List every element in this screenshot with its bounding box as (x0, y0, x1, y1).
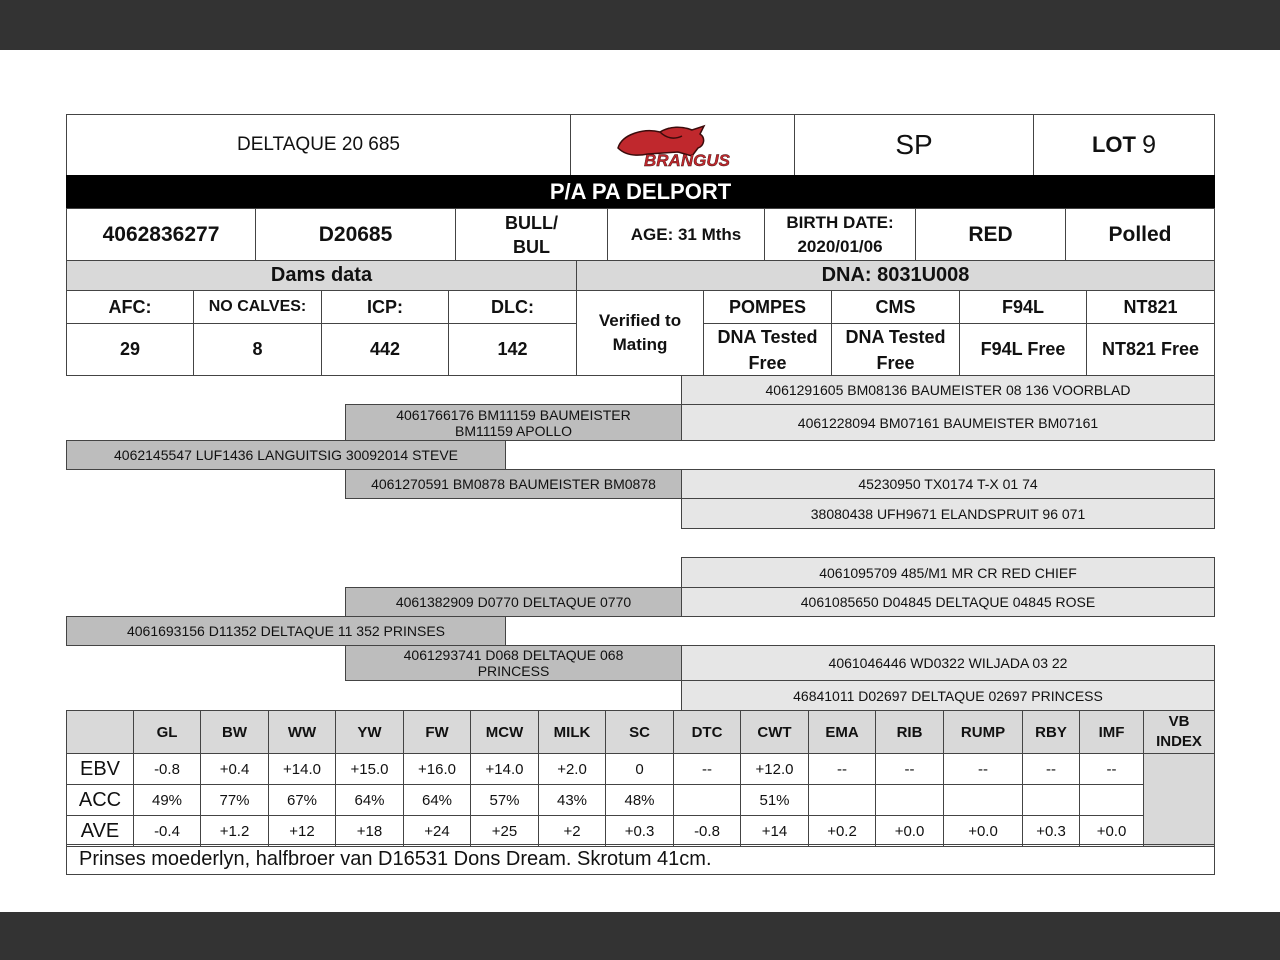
ebv-cell: -- (944, 754, 1023, 785)
dams-header-calves: NO CALVES: (193, 290, 322, 324)
pedigree-dam-sire-dam: 4061085650 D04845 DELTAQUE 04845 ROSE (681, 587, 1215, 617)
dna-value-nt821: NT821 Free (1086, 323, 1215, 376)
ave-cell: +1.2 (201, 816, 269, 847)
pedigree-dam-dam: 4061293741 D068 DELTAQUE 068 PRINCESS (345, 645, 682, 681)
dna-title: DNA: 8031U008 (576, 260, 1215, 291)
pedigree-dam-dam-dam: 46841011 D02697 DELTAQUE 02697 PRINCESS (681, 680, 1215, 711)
pedigree-dam: 4061693156 D11352 DELTAQUE 11 352 PRINSES (66, 616, 506, 646)
dams-header-dlc: DLC: (448, 290, 577, 324)
lot-label: LOT (1091, 132, 1136, 157)
dna-header-cms: CMS (831, 290, 960, 324)
ave-cell: +14 (741, 816, 809, 847)
acc-cell: 43% (539, 785, 606, 816)
ave-cell: +0.2 (809, 816, 876, 847)
ebv-cell: +16.0 (404, 754, 471, 785)
ebv-row-ave (67, 816, 1215, 847)
lot-box (1033, 114, 1215, 176)
ebv-cell: -- (674, 754, 741, 785)
ebv-cell: -- (809, 754, 876, 785)
acc-cell: 64% (404, 785, 471, 816)
dna-value-f94l: F94L Free (959, 323, 1087, 376)
ebv-cell: -- (1023, 754, 1080, 785)
ave-cell: +0.3 (606, 816, 674, 847)
ebv-row-acc (67, 785, 1215, 816)
ave-cell: +24 (404, 816, 471, 847)
dna-header-pompes: POMPES (703, 290, 832, 324)
dams-header-icp: ICP: (321, 290, 449, 324)
ave-cell: +2 (539, 816, 606, 847)
acc-cell: 64% (336, 785, 404, 816)
ave-cell: +18 (336, 816, 404, 847)
dna-value-pompes: DNA Tested Free (703, 323, 832, 376)
acc-cell (1023, 785, 1080, 816)
logo-text: BRANGUS (643, 151, 730, 170)
acc-cell: 49% (134, 785, 201, 816)
ebv-cell: -0.8 (134, 754, 201, 785)
ebv-corner-cell (67, 711, 134, 754)
pedigree-dam-dam-sire: 4061046446 WD0322 WILJADA 03 22 (681, 645, 1215, 681)
row-label: EBV (67, 754, 134, 785)
ebv-cell: +12.0 (741, 754, 809, 785)
ave-cell: +0.3 (1023, 816, 1080, 847)
dams-value-afc: 29 (66, 323, 194, 376)
ebv-col-header: EMA (809, 711, 876, 754)
pedigree-sire: 4062145547 LUF1436 LANGUITSIG 30092014 STEVE (66, 440, 506, 470)
grade: SP (794, 114, 1034, 176)
ebv-cell: +14.0 (269, 754, 336, 785)
ebv-col-header: RBY (1023, 711, 1080, 754)
ebv-col-header: GL (134, 711, 201, 754)
lot-number: 9 (1142, 130, 1157, 159)
birth-date-value: 2020/01/06 (797, 236, 883, 256)
ebv-col-header: MILK (539, 711, 606, 754)
brangus-logo (570, 114, 795, 176)
animal-id: 4062836277 (66, 208, 256, 261)
dna-header-f94l: F94L (959, 290, 1087, 324)
birth-date-cell (764, 208, 916, 261)
animal-name: DELTAQUE 20 685 (66, 114, 571, 176)
ave-cell: -0.4 (134, 816, 201, 847)
ebv-cell: +0.4 (201, 754, 269, 785)
animal-horn: Polled (1065, 208, 1215, 261)
animal-color: RED (915, 208, 1066, 261)
ebv-col-header: IMF (1080, 711, 1144, 754)
birth-date-label: BIRTH DATE: (786, 212, 894, 232)
ave-cell: +12 (269, 816, 336, 847)
dna-value-cms: DNA Tested Free (831, 323, 960, 376)
pedigree-dam-sire: 4061382909 D0770 DELTAQUE 0770 (345, 587, 682, 617)
acc-cell (944, 785, 1023, 816)
verified-to-mating: Verified to Mating (576, 290, 704, 376)
ebv-col-header: FW (404, 711, 471, 754)
ebv-header-row (67, 711, 1215, 754)
dna-header-nt821: NT821 (1086, 290, 1215, 324)
ebv-cell: +15.0 (336, 754, 404, 785)
bull-logo-icon (608, 120, 758, 170)
pedigree-sire-sire: 4061766176 BM11159 BAUMEISTER BM11159 APOLLO (345, 404, 682, 441)
ebv-col-header: WW (269, 711, 336, 754)
bottom-frame-bar (0, 912, 1280, 960)
pedigree-sire-sire-sire: 4061291605 BM08136 BAUMEISTER 08 136 VOORBLAD (681, 375, 1215, 405)
acc-cell: 67% (269, 785, 336, 816)
acc-cell (1080, 785, 1144, 816)
pedigree-sire-dam-sire: 45230950 TX0174 T-X 01 74 (681, 469, 1215, 499)
dams-value-icp: 442 (321, 323, 449, 376)
dams-value-dlc: 142 (448, 323, 577, 376)
comment: Prinses moederlyn, halfbroer van D16531 Dons Dream. Skrotum 41cm. (66, 844, 1215, 875)
ebv-row-ebv (67, 754, 1215, 785)
ebv-col-header: MCW (471, 711, 539, 754)
animal-age: AGE: 31 Mths (607, 208, 765, 261)
ebv-col-header: RUMP (944, 711, 1023, 754)
dams-header-afc: AFC: (66, 290, 194, 324)
ebv-col-header: BW (201, 711, 269, 754)
ave-cell: -0.8 (674, 816, 741, 847)
row-label: AVE (67, 816, 134, 847)
animal-sex: BULL/ BUL (455, 208, 608, 261)
ebv-cell: +2.0 (539, 754, 606, 785)
acc-cell: 48% (606, 785, 674, 816)
ebv-col-header: RIB (876, 711, 944, 754)
acc-cell (876, 785, 944, 816)
ebv-col-header: CWT (741, 711, 809, 754)
top-frame-bar (0, 0, 1280, 50)
ave-cell: +0.0 (944, 816, 1023, 847)
vb-index-header: VB INDEX (1144, 711, 1215, 754)
pedigree-dam-sire-sire: 4061095709 485/M1 MR CR RED CHIEF (681, 557, 1215, 588)
breeder-title: P/A PA DELPORT (66, 175, 1215, 209)
acc-cell (674, 785, 741, 816)
dams-data-title: Dams data (66, 260, 577, 291)
animal-tag: D20685 (255, 208, 456, 261)
ebv-cell: -- (876, 754, 944, 785)
acc-cell: 77% (201, 785, 269, 816)
row-label: ACC (67, 785, 134, 816)
pedigree-sire-dam-dam: 38080438 UFH9671 ELANDSPRUIT 96 071 (681, 498, 1215, 529)
ebv-col-header: YW (336, 711, 404, 754)
ave-cell: +0.0 (876, 816, 944, 847)
ebv-cell: 0 (606, 754, 674, 785)
ebv-col-header: SC (606, 711, 674, 754)
acc-cell: 57% (471, 785, 539, 816)
pedigree-sire-sire-dam: 4061228094 BM07161 BAUMEISTER BM07161 (681, 404, 1215, 441)
pedigree-sire-dam: 4061270591 BM0878 BAUMEISTER BM0878 (345, 469, 682, 499)
ebv-table (66, 710, 1215, 847)
dams-value-calves: 8 (193, 323, 322, 376)
ave-cell: +0.0 (1080, 816, 1144, 847)
ebv-cell: +14.0 (471, 754, 539, 785)
acc-cell (809, 785, 876, 816)
acc-cell: 51% (741, 785, 809, 816)
ave-cell: +25 (471, 816, 539, 847)
ebv-cell: -- (1080, 754, 1144, 785)
vb-index-value (1144, 754, 1215, 847)
ebv-col-header: DTC (674, 711, 741, 754)
